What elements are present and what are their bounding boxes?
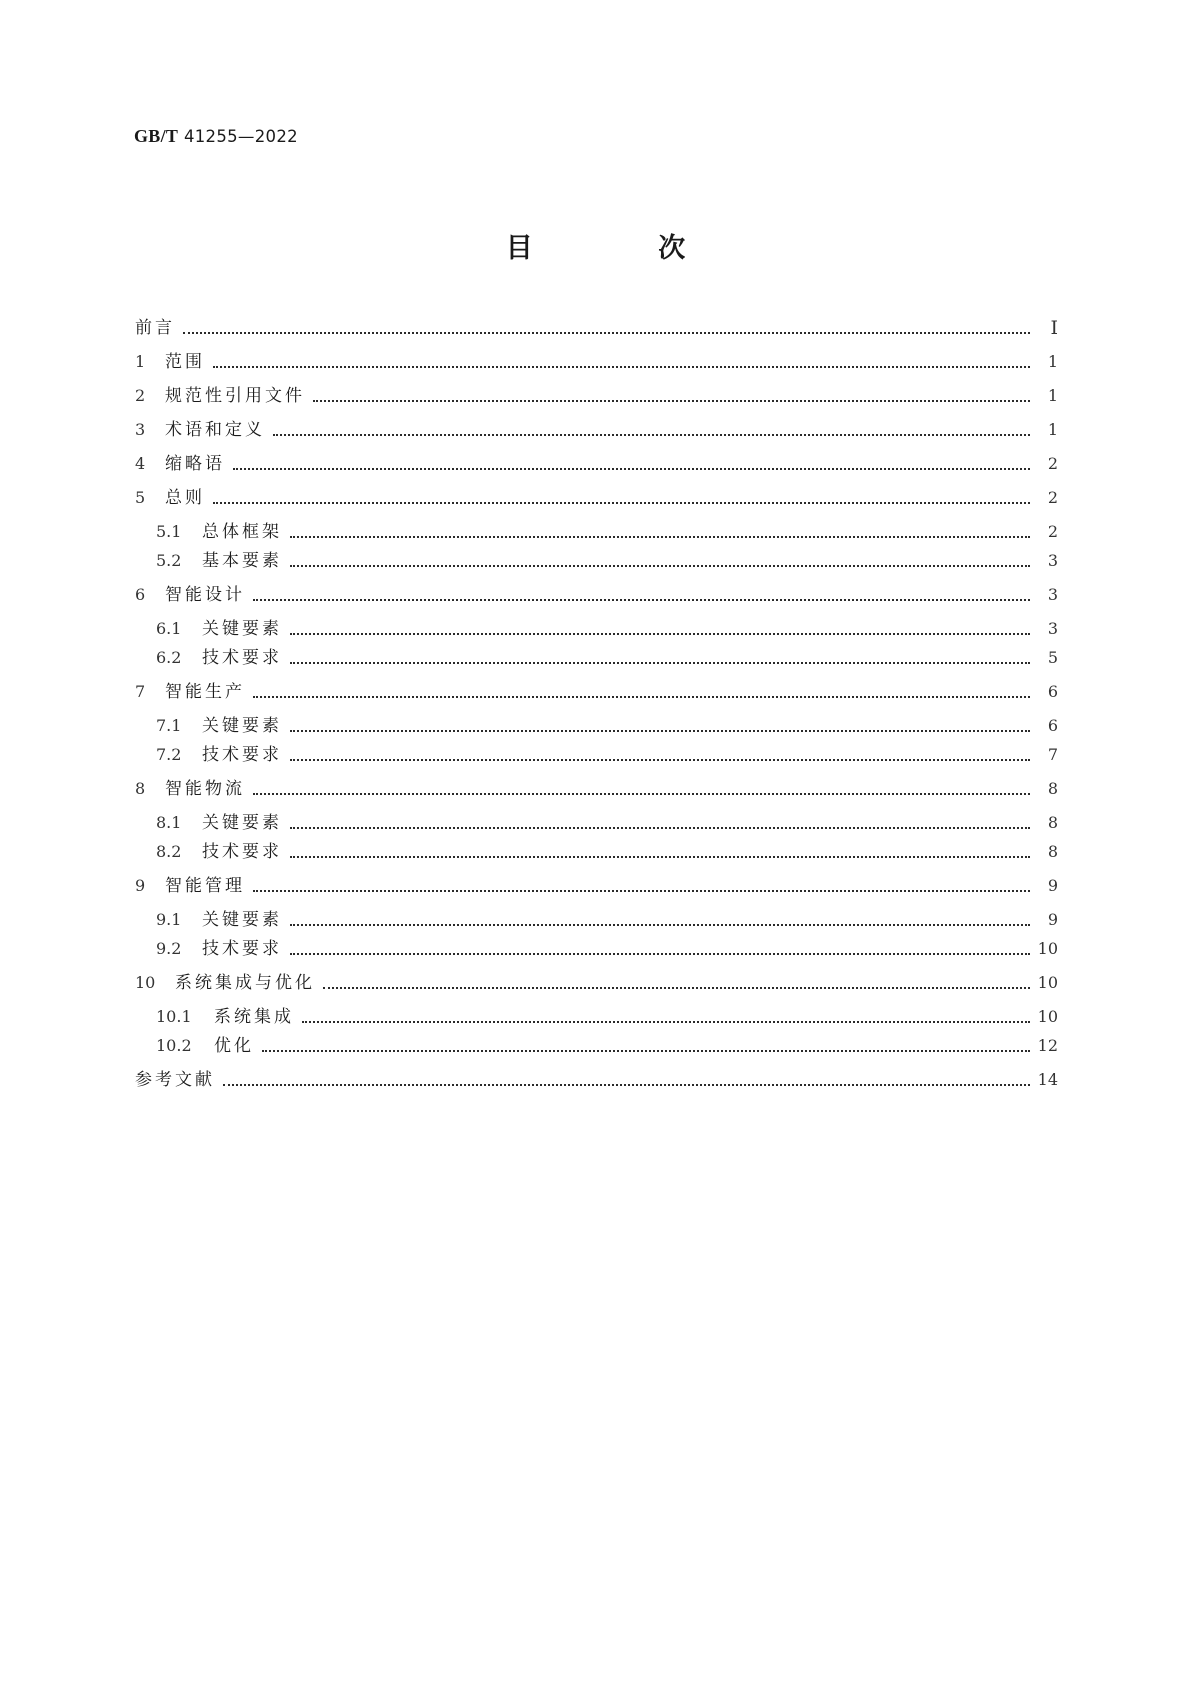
toc-entry-page: 1 (1047, 352, 1058, 371)
toc-entry-number: 2 (135, 386, 146, 405)
toc-entry-9-1[interactable] (156, 908, 1058, 932)
toc-entry-page: 9 (1047, 910, 1058, 929)
toc-entry-4[interactable] (135, 452, 1058, 476)
toc-entry-page: Ⅰ (1050, 317, 1058, 339)
toc-entry-title: 智能物流 (165, 779, 245, 799)
toc-entry-2[interactable] (135, 384, 1058, 408)
toc-entry-page: 10 (1037, 939, 1058, 958)
toc-entry-7-2[interactable] (156, 743, 1058, 767)
dot-leader (323, 987, 1030, 989)
dot-leader (213, 502, 1030, 504)
standard-number: 41255—2022 (183, 127, 298, 146)
toc-entry-title: 技术要求 (202, 745, 282, 765)
standard-prefix: GB/T (134, 126, 179, 146)
toc-entry-6-2[interactable] (156, 646, 1058, 670)
standard-code (134, 126, 298, 147)
toc-entry-title: 优化 (214, 1036, 254, 1056)
toc-entry-page: 3 (1047, 551, 1058, 570)
toc-entry-title: 系统集成与优化 (175, 973, 315, 993)
toc-entry-1[interactable] (135, 350, 1058, 374)
toc-entry-title: 总则 (165, 488, 205, 508)
toc-entry-foreword[interactable] (135, 316, 1058, 340)
toc-entry-title: 关键要素 (202, 619, 282, 639)
toc-entry-title: 基本要素 (202, 551, 282, 571)
dot-leader (290, 565, 1030, 567)
toc-entry-6[interactable] (135, 583, 1058, 607)
dot-leader (223, 1084, 1030, 1086)
dot-leader (213, 366, 1030, 368)
toc-heading: 目 次 (505, 233, 744, 264)
toc-entry-title: 前言 (135, 318, 175, 338)
toc-entry-title: 系统集成 (214, 1007, 294, 1027)
dot-leader (183, 332, 1030, 334)
toc-entry-number: 5 (135, 488, 146, 507)
toc-entry-number: 9 (135, 876, 146, 895)
toc-entry-number: 5.1 (156, 522, 182, 541)
toc-entry-title: 关键要素 (202, 716, 282, 736)
toc-entry-title: 缩略语 (165, 454, 225, 474)
toc-entry-title: 智能管理 (165, 876, 245, 896)
toc-entry-page: 12 (1037, 1036, 1058, 1055)
toc-entry-page: 10 (1037, 973, 1058, 992)
toc-entry-number: 4 (135, 454, 146, 473)
toc-entry-3[interactable] (135, 418, 1058, 442)
toc-entry-page: 8 (1047, 779, 1058, 798)
toc-entry-7-1[interactable] (156, 714, 1058, 738)
toc-entry-page: 8 (1047, 842, 1058, 861)
toc-entry-title: 技术要求 (202, 939, 282, 959)
toc-entry-number: 6.1 (156, 619, 182, 638)
toc-entry-6-1[interactable] (156, 617, 1058, 641)
dot-leader (290, 536, 1030, 538)
toc-entry-title: 关键要素 (202, 813, 282, 833)
toc-entry-number: 6.2 (156, 648, 182, 667)
toc-entry-page: 1 (1047, 386, 1058, 405)
toc-entry-10[interactable] (135, 971, 1058, 995)
toc-entry-8-2[interactable] (156, 840, 1058, 864)
toc-entry-page: 6 (1047, 682, 1058, 701)
toc-entry-title: 术语和定义 (165, 420, 265, 440)
dot-leader (302, 1021, 1030, 1023)
toc-entry-10-2[interactable] (156, 1034, 1058, 1058)
dot-leader (253, 599, 1030, 601)
toc-entry-8-1[interactable] (156, 811, 1058, 835)
toc-entry-number: 10.2 (156, 1036, 192, 1055)
dot-leader (290, 856, 1030, 858)
dot-leader (253, 890, 1030, 892)
toc-entry-page: 6 (1047, 716, 1058, 735)
toc-entry-page: 9 (1047, 876, 1058, 895)
dot-leader (253, 793, 1030, 795)
toc-entry-references[interactable] (135, 1068, 1058, 1092)
toc-entry-title: 技术要求 (202, 842, 282, 862)
toc-entry-page: 1 (1047, 420, 1058, 439)
toc-entry-title: 智能生产 (165, 682, 245, 702)
toc-entry-number: 9.1 (156, 910, 182, 929)
toc-entry-number: 5.2 (156, 551, 182, 570)
toc-entry-title: 参考文献 (135, 1070, 215, 1090)
toc-entry-page: 5 (1047, 648, 1058, 667)
toc-entry-page: 14 (1037, 1070, 1058, 1089)
toc-entry-page: 2 (1047, 454, 1058, 473)
toc-entry-number: 8 (135, 779, 146, 798)
toc-entry-page: 8 (1047, 813, 1058, 832)
toc-entry-title: 关键要素 (202, 910, 282, 930)
dot-leader (313, 400, 1030, 402)
toc-entry-title: 智能设计 (165, 585, 245, 605)
toc-entry-page: 10 (1037, 1007, 1058, 1026)
toc-entry-page: 3 (1047, 619, 1058, 638)
dot-leader (290, 662, 1030, 664)
toc-entry-number: 7 (135, 682, 146, 701)
toc-entry-number: 8.2 (156, 842, 182, 861)
toc-entry-5-2[interactable] (156, 549, 1058, 573)
dot-leader (290, 730, 1030, 732)
toc-entry-title: 技术要求 (202, 648, 282, 668)
toc-entry-10-1[interactable] (156, 1005, 1058, 1029)
toc-entry-9[interactable] (135, 874, 1058, 898)
toc-entry-number: 1 (135, 352, 146, 371)
dot-leader (290, 924, 1030, 926)
dot-leader (290, 827, 1030, 829)
toc-entry-page: 2 (1047, 522, 1058, 541)
toc-entry-page: 7 (1047, 745, 1058, 764)
dot-leader (290, 953, 1030, 955)
toc-entry-number: 7.1 (156, 716, 182, 735)
dot-leader (253, 696, 1030, 698)
toc-entry-number: 10.1 (156, 1007, 192, 1026)
toc-entry-number: 3 (135, 420, 146, 439)
toc-entry-title: 规范性引用文件 (165, 386, 305, 406)
toc-entry-number: 7.2 (156, 745, 182, 764)
toc-entry-page: 2 (1047, 488, 1058, 507)
toc-entry-9-2[interactable] (156, 937, 1058, 961)
dot-leader (233, 468, 1030, 470)
toc-entry-number: 10 (135, 973, 156, 992)
toc-entry-page: 3 (1047, 585, 1058, 604)
dot-leader (290, 633, 1030, 635)
toc-entry-number: 8.1 (156, 813, 182, 832)
toc-entry-number: 9.2 (156, 939, 182, 958)
toc-entry-8[interactable] (135, 777, 1058, 801)
toc-entry-7[interactable] (135, 680, 1058, 704)
dot-leader (290, 759, 1030, 761)
toc-entry-number: 6 (135, 585, 146, 604)
dot-leader (273, 434, 1030, 436)
toc-entry-5-1[interactable] (156, 520, 1058, 544)
toc-entry-title: 总体框架 (202, 522, 282, 542)
dot-leader (262, 1050, 1030, 1052)
toc-entry-title: 范围 (165, 352, 205, 372)
toc-entry-5[interactable] (135, 486, 1058, 510)
